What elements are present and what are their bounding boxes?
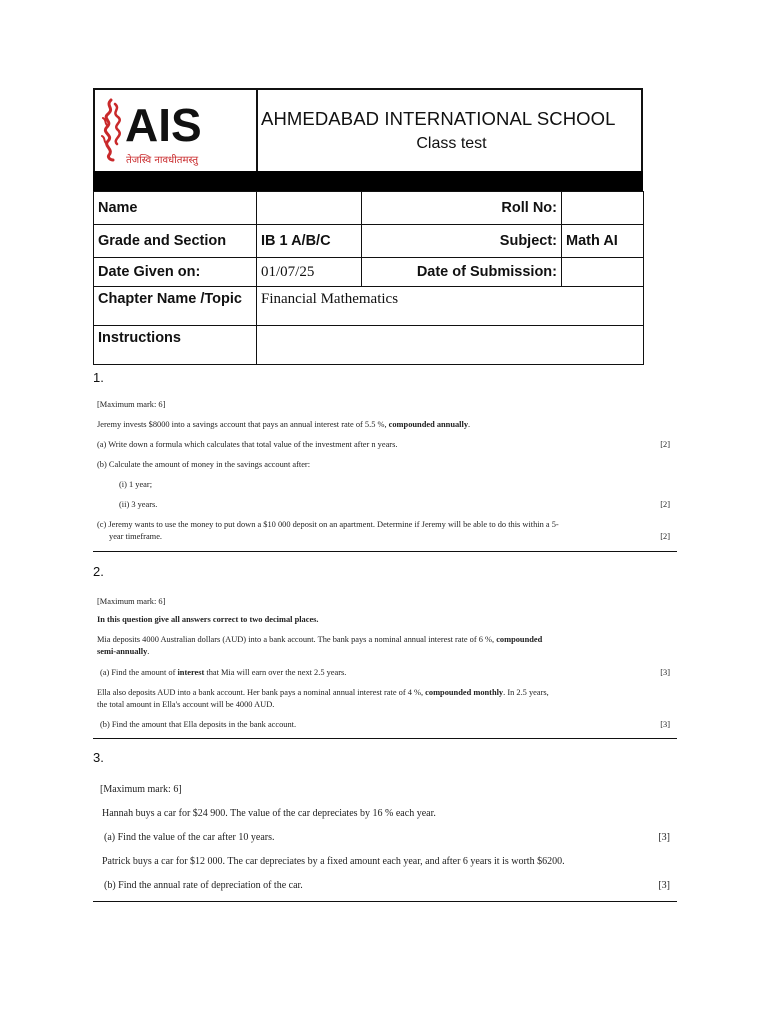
name-label: Name [94, 192, 257, 225]
part-a [100, 668, 346, 677]
mid-stem-line1 [97, 688, 549, 697]
info-row-name [94, 192, 644, 225]
part-a: (a) Find the value of the car after 10 years. [104, 832, 275, 843]
info-row-chapter [94, 287, 644, 326]
subject-value: Math AI [562, 225, 644, 258]
part-a-mark: [2] [660, 440, 670, 449]
logo-wordmark: AIS [125, 99, 202, 151]
question-stem [97, 420, 470, 429]
question-divider [93, 901, 677, 902]
stem-bold: compounded annually [388, 420, 469, 429]
question-2 [97, 595, 677, 735]
max-mark: [Maximum mark: 6] [100, 784, 182, 795]
logo-tagline: तेजस्वि नावधीतमस्तु [126, 155, 199, 166]
part-a-mark: [3] [658, 832, 670, 843]
part-b: (b) Find the amount that Ella deposits in the bank account. [100, 720, 297, 729]
part-b-mark: [3] [658, 880, 670, 891]
stem-text: Jeremy invests $8000 into a savings account that pays an annual interest rate of 5.5 %, [97, 420, 387, 429]
part-a-text: (a) Find the amount of [100, 668, 176, 677]
part-b-mark: [3] [660, 720, 670, 729]
mid-text-end: . In 2.5 years, [503, 688, 549, 697]
part-a-text-end: that Mia will earn over the next 2.5 years. [206, 668, 347, 677]
submission-label: Date of Submission: [362, 258, 562, 287]
question-number: 1. [93, 370, 104, 385]
question-number: 3. [93, 750, 104, 765]
question-divider [93, 551, 677, 552]
question-stem: Hannah buys a car for $24 900. The value of the car depreciates by 16 % each year. [102, 808, 436, 819]
flame-icon [99, 98, 125, 162]
stem-end: . [468, 420, 471, 429]
chapter-label: Chapter Name /Topic [94, 287, 257, 326]
mid-bold: compounded monthly [425, 688, 504, 697]
part-a [97, 440, 677, 449]
roll-label: Roll No: [362, 192, 562, 225]
part-b-ii: (ii) 3 years. [119, 500, 158, 509]
stem-bold: compounded [496, 635, 543, 644]
part-a-mark: [3] [660, 668, 670, 677]
date-given-value: 01/07/25 [257, 258, 362, 287]
part-a-text: (a) Write down a formula which calculates that total value of the investment after n years. [97, 440, 398, 449]
max-mark: [Maximum mark: 6] [97, 400, 166, 409]
info-row-grade [94, 225, 644, 258]
name-field[interactable] [257, 192, 362, 225]
info-row-dates [94, 258, 644, 287]
question-divider [93, 738, 677, 739]
grade-value: IB 1 A/B/C [257, 225, 362, 258]
part-b-mark: [2] [660, 500, 670, 509]
part-a-bold: interest [177, 668, 205, 677]
mid-text: Ella also deposits AUD into a bank account. Her bank pays a nominal annual interest rate of 4 %, [97, 688, 424, 697]
stem-end: . [147, 647, 150, 656]
instructions-label: Instructions [94, 326, 257, 365]
info-row-instructions [94, 326, 644, 365]
stem-text: Mia deposits 4000 Australian dollars (AUD) into a bank account. The bank pays a nominal annual interest rate of 6 %, [97, 635, 495, 644]
question-instruction: In this question give all answers correct to two decimal places. [97, 615, 319, 624]
question-number: 2. [93, 564, 104, 579]
roll-field[interactable] [562, 192, 644, 225]
part-b-i: (i) 1 year; [119, 480, 153, 489]
grade-label: Grade and Section [94, 225, 257, 258]
test-type: Class test [416, 135, 487, 152]
mid-stem: Patrick buys a car for $12 000. The car depreciates by a fixed amount each year, and after 6 years it is worth $6200. [102, 856, 565, 867]
question-stem-line1 [97, 635, 542, 644]
student-info-table [93, 191, 644, 365]
mid-stem-line2: the total amount in Ella's account will be 4000 AUD. [97, 700, 275, 709]
date-given-label: Date Given on: [94, 258, 257, 287]
part-c-line1: (c) Jeremy wants to use the money to put down a $10 000 deposit on an apartment. Determine if Jeremy will be able to do this within a 5- [97, 520, 559, 529]
question-stem-line2 [97, 647, 149, 656]
max-mark: [Maximum mark: 6] [97, 597, 166, 606]
part-c-mark: [2] [660, 532, 670, 541]
part-b: (b) Find the annual rate of depreciation of the car. [104, 880, 303, 891]
school-name: AHMEDABAD INTERNATIONAL SCHOOL [261, 108, 616, 129]
instructions-field [257, 326, 644, 365]
stem-bold: semi-annually [97, 647, 148, 656]
school-logo [95, 90, 258, 171]
submission-field[interactable] [562, 258, 644, 287]
chapter-value: Financial Mathematics [257, 287, 644, 326]
header-divider-bar [93, 171, 643, 191]
question-3 [97, 782, 677, 897]
question-1 [97, 398, 677, 548]
part-b: (b) Calculate the amount of money in the savings account after: [97, 460, 311, 469]
part-c-line2: year timeframe. [109, 532, 163, 541]
school-header [93, 88, 643, 171]
subject-label: Subject: [362, 225, 562, 258]
